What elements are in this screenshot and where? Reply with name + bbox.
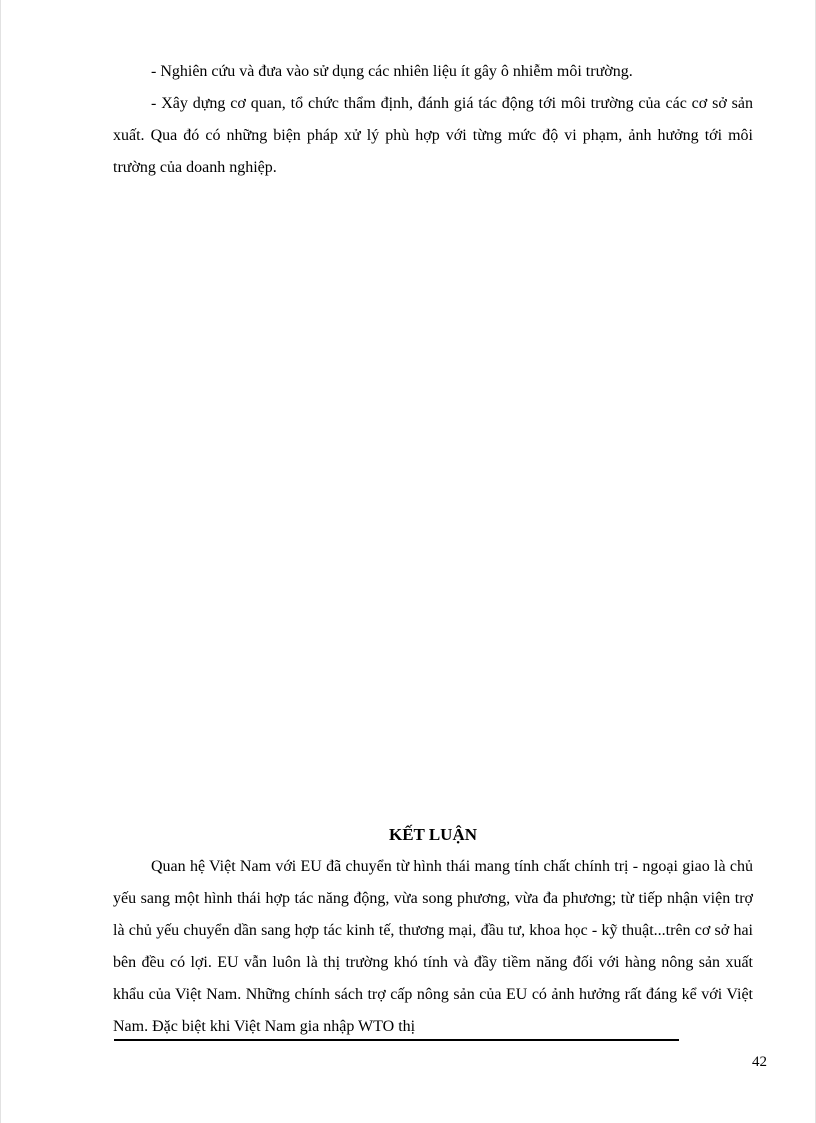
bullet-paragraph-agency: - Xây dựng cơ quan, tổ chức thẩm định, đánh giá tác động tới môi trường của các cơ sở sản xuất. Qua đó có những biện pháp xử lý phù hợp với từng mức độ vi phạm, ảnh hưởng tới môi trường của doanh nghiệp. — [113, 95, 753, 176]
footer-divider — [114, 1039, 679, 1041]
conclusion-heading: KẾT LUẬN — [388, 825, 477, 844]
page-number: 42 — [752, 1054, 767, 1070]
conclusion-text-block — [113, 851, 753, 1043]
top-text-block — [113, 56, 753, 184]
bullet-paragraph-fuel: - Nghiên cứu và đưa vào sử dụng các nhiên liệu ít gây ô nhiễm môi trường. — [151, 63, 633, 80]
conclusion-paragraph: Quan hệ Việt Nam với EU đã chuyển từ hình thái mang tính chất chính trị - ngoại giao là chủ yếu sang một hình thái hợp tác năng động, vừa song phương, vừa đa phương; từ tiếp nhận viện trợ là chủ yếu chuyển dần sang hợp tác kinh tế, thương mại, đầu tư, khoa học - kỹ thuật...trên cơ sở hai bên đều có lợi. EU vẫn luôn là thị trường khó tính và đầy tiềm năng đối với hàng nông sản xuất khẩu của Việt Nam. Những chính sách trợ cấp nông sản của EU có ảnh hưởng rất đáng kể với Việt Nam. Đặc biệt khi Việt Nam gia nhập WTO thị — [113, 858, 753, 1035]
